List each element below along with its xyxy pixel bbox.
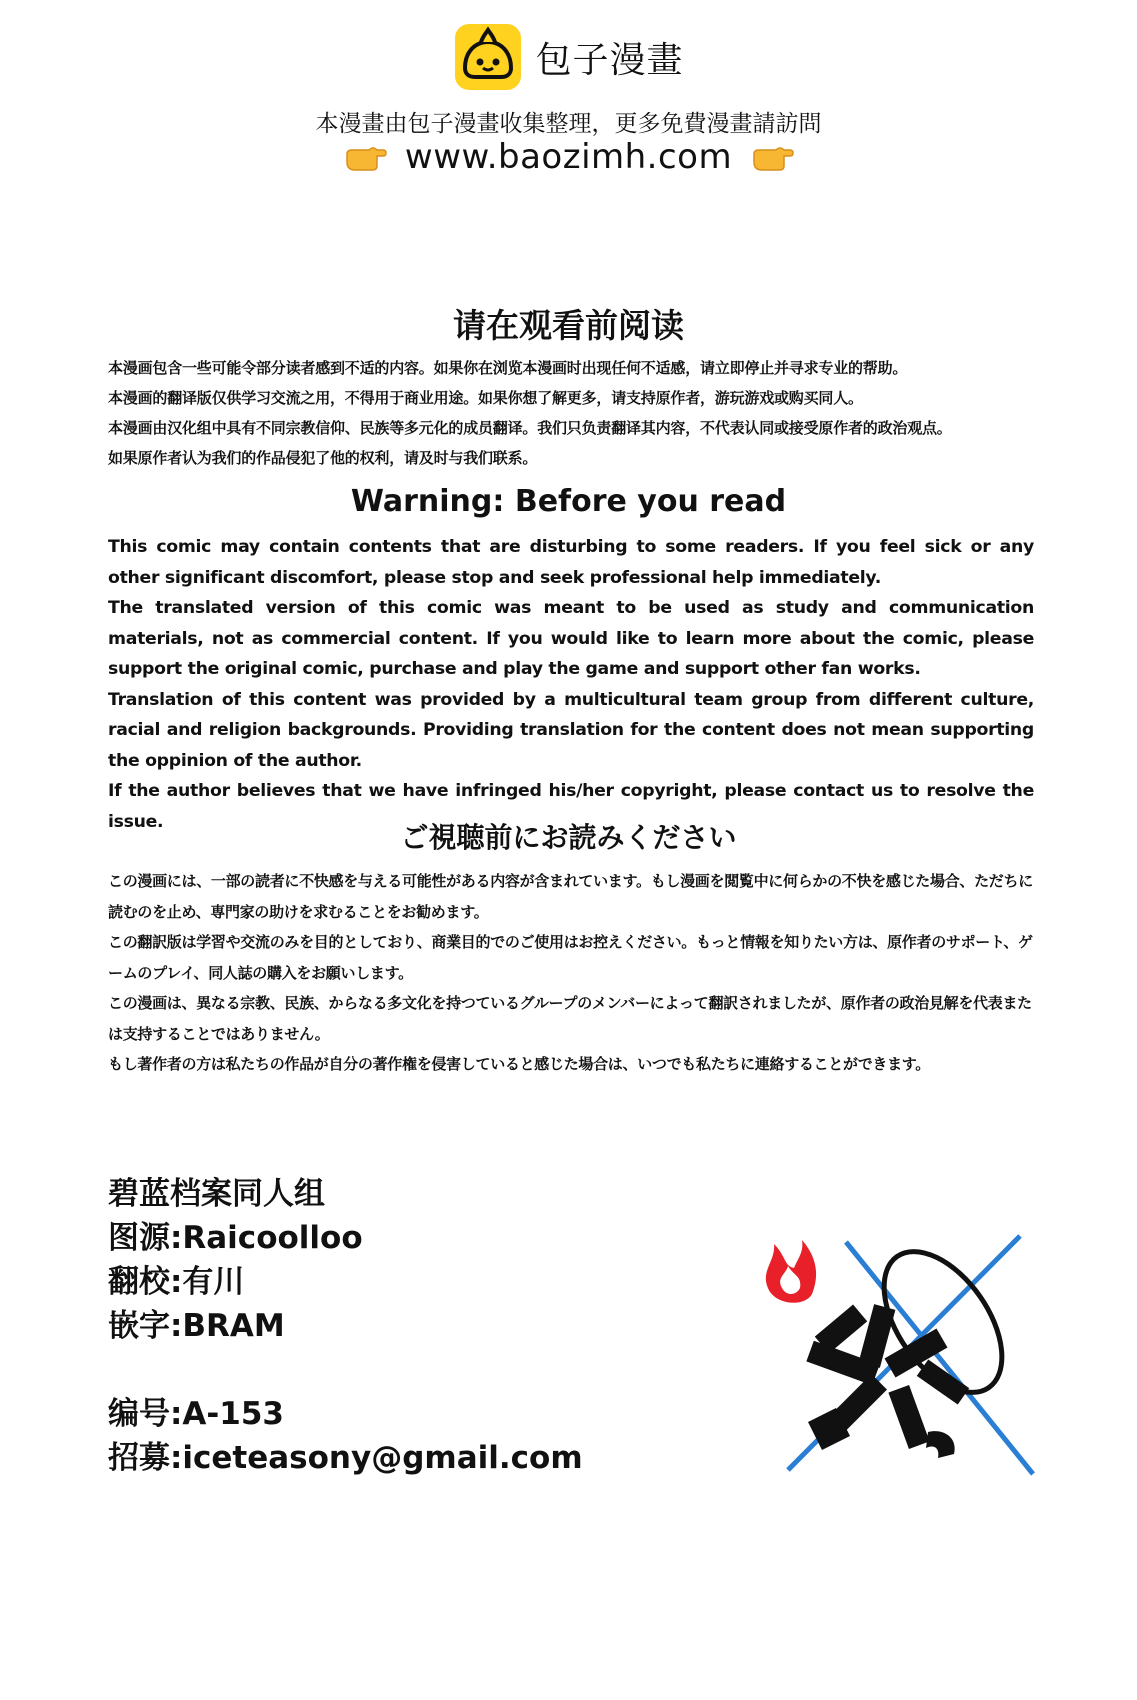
url-row <box>0 137 1137 177</box>
english-warning-paragraph: If the author believes that we have infringed his/her copyright, please contact us to resolve the issue. <box>108 781 1034 832</box>
credit-source: 图源:Raicoolloo <box>108 1220 363 1256</box>
english-warning-body <box>108 532 1034 837</box>
credit-typeset: 嵌字:BRAM <box>108 1308 285 1344</box>
pointing-hand-icon <box>750 142 794 172</box>
baozi-bun-icon <box>453 22 523 92</box>
brand-name: 包子漫畫 <box>535 39 684 81</box>
site-url-link[interactable]: www.baozimh.com <box>404 137 733 177</box>
chinese-warning-line: 本漫画包含一些可能令部分读者感到不适的内容。如果你在浏览本漫画时出现任何不适感，请立即停止并寻求专业的帮助。 <box>108 359 908 377</box>
brand-row <box>0 22 1137 92</box>
site-notice: 本漫畫由包子漫畫收集整理，更多免費漫畫請訪問 <box>315 111 822 137</box>
credits-spacer <box>108 1348 583 1392</box>
english-warning-paragraph: Translation of this content was provided by a multicultural team group from different culture, racial and religion backgrounds. Providing translation for the content does not mean supporting the oppinion of the author. <box>108 689 1034 771</box>
japanese-warning-paragraph: この漫画は、異なる宗教、民族、からなる多文化を持つているグループのメンバーによって翻訳されましたが、原作者の政治見解を代表または支持することではありません。 <box>108 994 1032 1043</box>
japanese-warning-title: ご視聴前にお読みください <box>400 821 737 854</box>
group-name: 碧蓝档案同人组 <box>108 1176 325 1212</box>
pointing-hand-icon <box>343 142 387 172</box>
credit-recruit: 招募:iceteasony@gmail.com <box>108 1440 583 1476</box>
english-warning-paragraph: The translated version of this comic was meant to be used as study and communication materials, not as commercial content. If you would like to learn more about the comic, please support the original comic, purchase and play the game and support other fan works. <box>108 598 1034 679</box>
chinese-warning-line: 如果原作者认为我们的作品侵犯了他的权利，请及时与我们联系。 <box>108 449 538 467</box>
group-emblem-icon <box>758 1222 1038 1482</box>
english-warning-title: Warning: Before you read <box>350 484 787 519</box>
japanese-warning-paragraph: この漫画には、一部の読者に不快感を与える可能性がある内容が含まれています。もし漫画を閲覧中に何らかの不快を感じた場合、ただちに読むのを止め、専門家の助けを求むることをお勧めます。 <box>108 872 1033 921</box>
japanese-warning-paragraph: もし著作者の方は私たちの作品が自分の著作権を侵害していると感じた場合は、いつでも私たちに連絡することができます。 <box>108 1055 931 1073</box>
credits-block <box>108 1172 583 1480</box>
japanese-warning-body <box>108 866 1034 1080</box>
chinese-warning-title: 请在观看前阅读 <box>453 306 684 345</box>
credit-number: 编号:A-153 <box>108 1396 284 1432</box>
chinese-warning-body <box>108 353 1034 473</box>
credit-proofread: 翻校:有川 <box>108 1264 245 1300</box>
japanese-warning-paragraph: この翻訳版は学習や交流のみを目的としており、商業目的でのご使用はお控えください。もっと情報を知りたい方は、原作者のサポート、ゲームのプレイ、同人誌の購入をお願いします。 <box>108 933 1033 982</box>
chinese-warning-line: 本漫画的翻译版仅供学习交流之用，不得用于商业用途。如果你想了解更多，请支持原作者，游玩游戏或购买同人。 <box>108 389 863 407</box>
chinese-warning-line: 本漫画由汉化组中具有不同宗教信仰、民族等多元化的成员翻译。我们只负责翻译其内容，不代表认同或接受原作者的政治观点。 <box>108 419 952 437</box>
english-warning-paragraph: This comic may contain contents that are disturbing to some readers. If you feel sick or any other significant discomfort, please stop and seek professional help immediately. <box>108 537 1034 588</box>
